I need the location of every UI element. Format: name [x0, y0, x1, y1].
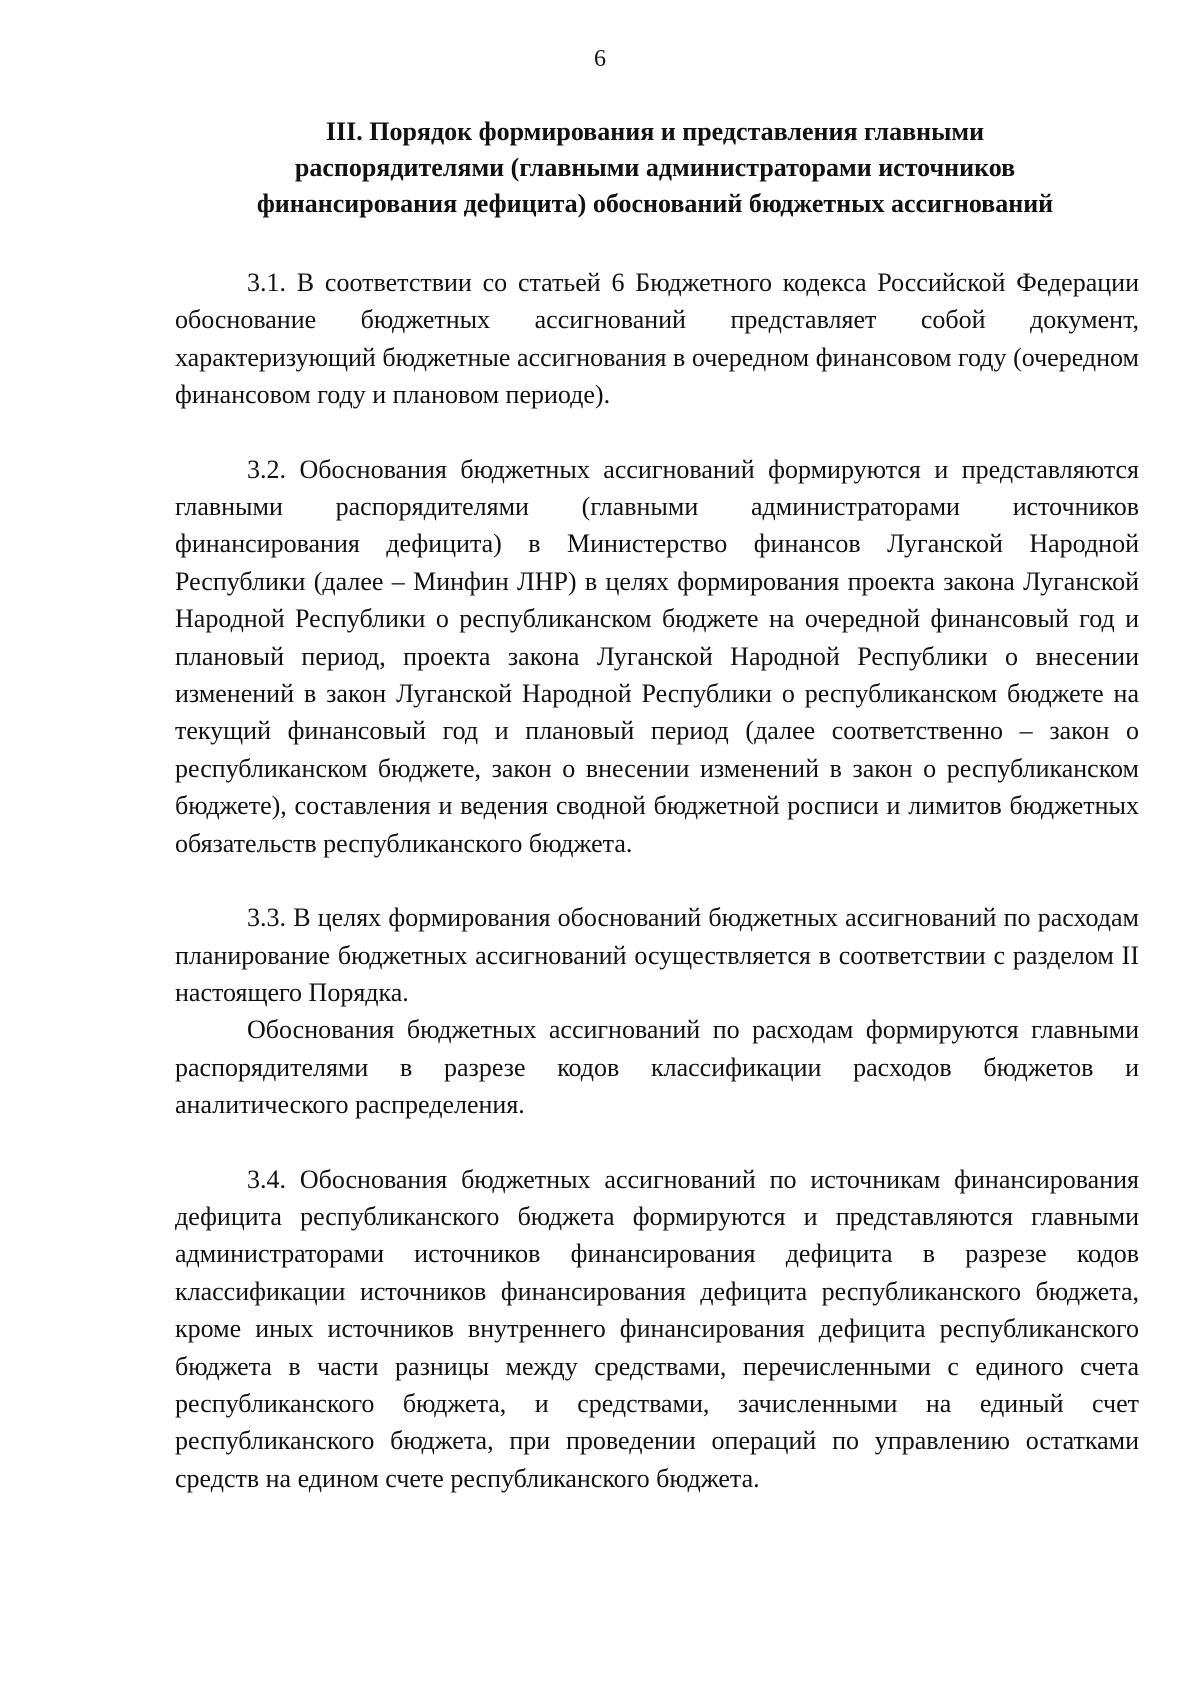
- paragraph-3-4: 3.4. Обоснования бюджетных ассигнований по источникам финансирования дефицита республиканского бюджета формируются и представляются главными администраторами источников финансирования дефицита в разрезе кодов классификации источников финансирования дефицита республиканского бюджета, кроме иных источников внутреннего финансирования дефицита республиканского бюджета в части разницы между средствами, перечисленными с единого счета республиканского бюджета, и средствами, зачисленными на единый счет республиканского бюджета, при проведении операций по управлению остатками средств на едином счете республиканского бюджета.: [175, 1164, 1139, 1493]
- paragraph-3-3-continued: Обоснования бюджетных ассигнований по расходам формируются главными распорядителями в разрезе кодов классификации расходов бюджетов и аналитического распределения.: [175, 1015, 1139, 1120]
- paragraph-3-3: 3.3. В целях формирования обоснований бюджетных ассигнований по расходам планирование бюджетных ассигнований осуществляется в соответствии с разделом II настоящего Порядка.: [175, 903, 1139, 1007]
- paragraph-3-2: 3.2. Обоснования бюджетных ассигнований формируются и представляются главными распорядителями (главными администраторами источников финансирования дефицита) в Министерство финансов Луганской Народной Республики (далее – Минфин ЛНР) в целях формирования проекта закона Луганской Народной Республики о республиканском бюджете на очередной финансовый год и плановый период, проекта закона Луганской Народной Республики о внесении изменений в закон Луганской Народной Республики о республиканском бюджете на текущий финансовый год и плановый период (далее соответственно – закон о республиканском бюджете, закон о внесении изменений в закон о республиканском бюджете), составления и ведения сводной бюджетной росписи и лимитов бюджетных обязательств республиканского бюджета.: [175, 454, 1139, 858]
- page-number: 6: [594, 46, 606, 72]
- section-heading-line: распорядителями (главными администраторами источников: [294, 153, 1016, 182]
- section-heading-line: III. Порядок формирования и представления главными: [325, 117, 985, 146]
- section-heading: [175, 114, 1135, 222]
- section-heading-line: финансирования дефицита) обоснований бюджетных ассигнований: [256, 189, 1054, 218]
- section-body: [175, 264, 1139, 1497]
- paragraph-3-1: 3.1. В соответствии со статьей 6 Бюджетного кодекса Российской Федерации обоснование бюджетных ассигнований представляет собой документ, характеризующий бюджетные ассигнования в очередном финансовом году (очередном финансовом году и плановом периоде).: [175, 268, 1139, 410]
